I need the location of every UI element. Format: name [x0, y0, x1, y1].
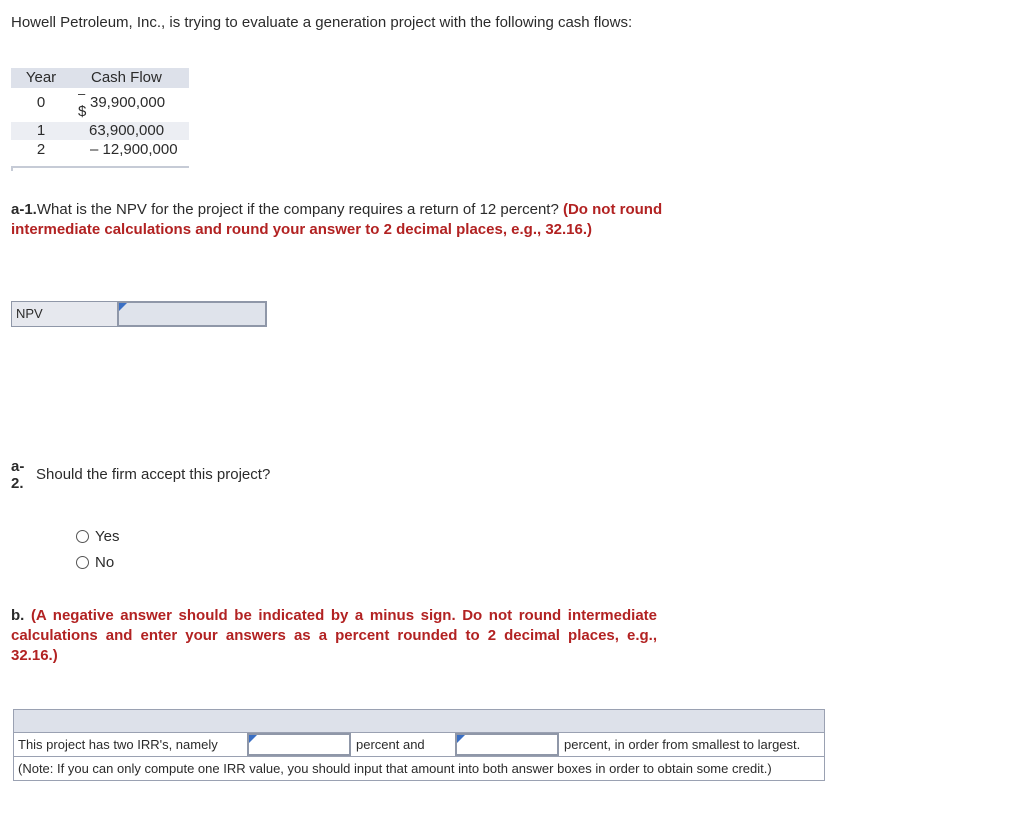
dollar-sign: $: [78, 103, 87, 120]
question-a1: [11, 200, 671, 240]
radio-no[interactable]: [76, 554, 114, 571]
cash-flow-cell: 63,900,000: [89, 122, 165, 139]
minus-sign: –: [78, 86, 86, 101]
input-corner-marker: [457, 735, 465, 743]
irr-suffix: percent, in order from smallest to largest.: [564, 737, 801, 752]
table-row: [11, 141, 189, 159]
cash-flow-header-label: Cash Flow: [91, 69, 162, 86]
radio-circle-icon[interactable]: [76, 530, 89, 543]
question-label: [11, 458, 24, 492]
table-bottom-border: [11, 166, 189, 171]
radio-circle-icon[interactable]: [76, 556, 89, 569]
radio-label: No: [95, 554, 115, 571]
table-row: [11, 86, 189, 120]
question-instruction: (A negative answer should be indicated by a minus sign. Do not round intermediate calculations and enter your answers as a percent rounded to 2 decimal places, e.g., 32.16.): [11, 607, 657, 664]
irr-input-1[interactable]: [247, 733, 351, 756]
radio-yes[interactable]: [76, 528, 119, 545]
year-cell: 1: [36, 122, 46, 139]
question-text: What is the NPV for the project if the company requires a return of 12 percent?: [36, 201, 559, 218]
irr-note: (Note: If you can only compute one IRR value, you should input that amount into both answer boxes in order to obtain some credit.): [13, 757, 825, 781]
question-label-part: a-: [11, 458, 25, 475]
input-corner-marker: [249, 735, 257, 743]
irr-answer-row: [13, 733, 825, 757]
question-text: Should the firm accept this project?: [36, 466, 271, 483]
irr-prefix: This project has two IRR's, namely: [18, 737, 218, 752]
radio-label: Yes: [95, 528, 120, 545]
question-label: a-1.: [11, 201, 37, 218]
cash-flow-cell: – 12,900,000: [90, 141, 178, 158]
year-cell: 2: [36, 141, 46, 158]
input-corner-marker: [119, 303, 127, 311]
npv-label: NPV: [11, 301, 118, 327]
cash-flow-header: [11, 68, 189, 88]
year-cell: 0: [36, 94, 46, 111]
year-header: Year: [25, 69, 57, 86]
npv-input[interactable]: [117, 301, 267, 327]
question-label: b.: [11, 607, 25, 624]
table-row: [11, 122, 189, 140]
cash-flow-cell: 39,900,000: [90, 94, 166, 111]
question-instruction: (Do not round intermediate calculations and round your answer to 2 decimal places, e.g., 32.16.): [11, 201, 663, 238]
irr-header: [13, 709, 825, 733]
question-b: [11, 606, 657, 666]
question-label-part: 2.: [11, 475, 24, 492]
intro-text: Howell Petroleum, Inc., is trying to evaluate a generation project with the following cash flows:: [11, 14, 633, 31]
irr-input-2[interactable]: [455, 733, 559, 756]
irr-middle: percent and: [356, 737, 425, 752]
